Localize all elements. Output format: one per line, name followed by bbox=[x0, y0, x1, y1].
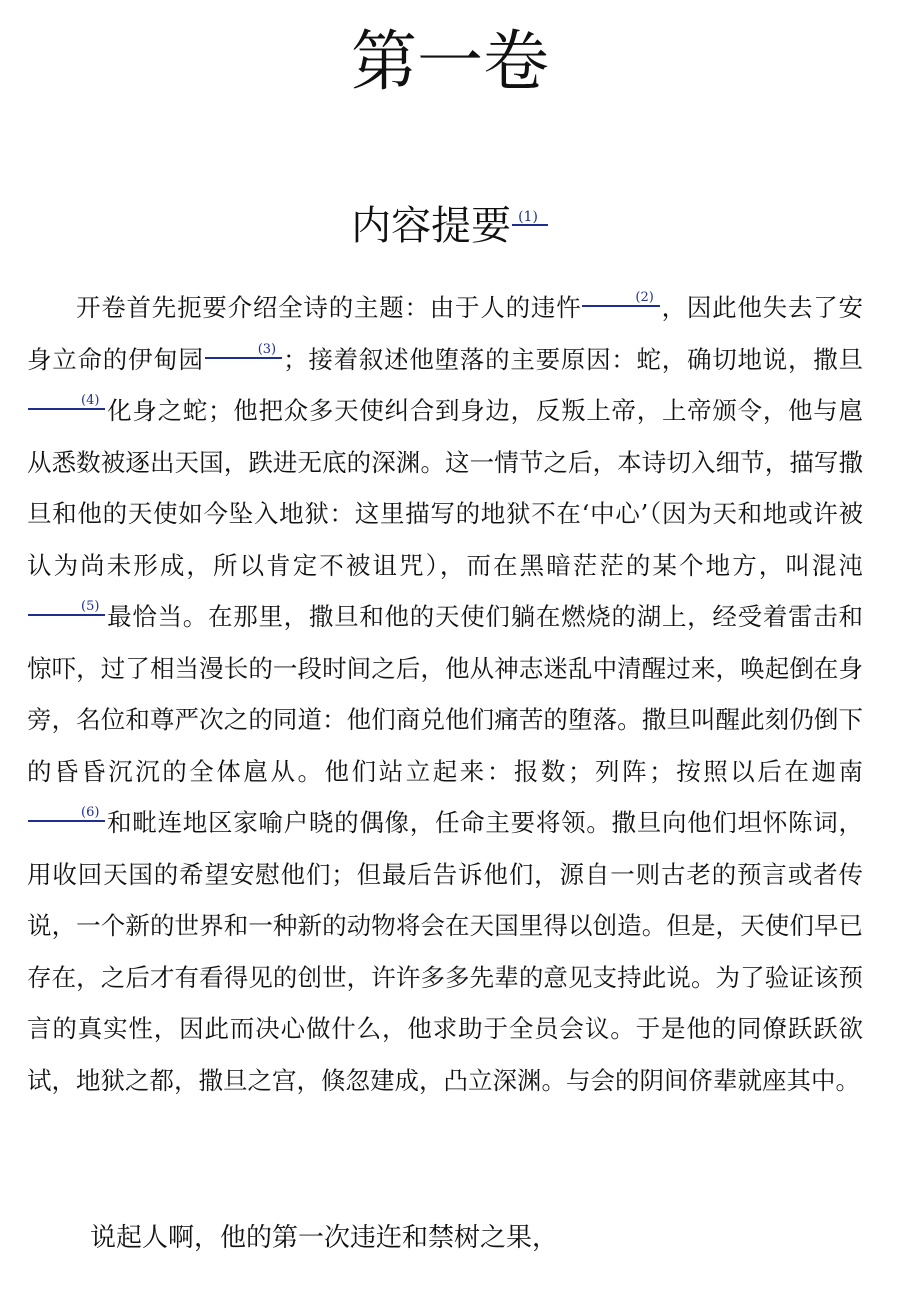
section-title bbox=[0, 198, 900, 254]
footnote-link-5[interactable]: (5) bbox=[28, 600, 105, 616]
poem-first-line: 说起人啊，他的第一次违迕和禁树之果， bbox=[90, 1223, 559, 1253]
footnote-link-4[interactable]: (4) bbox=[28, 394, 105, 410]
section-title-text: 内容提要 bbox=[351, 203, 512, 249]
footnote-link-3[interactable]: (3) bbox=[205, 343, 282, 359]
footnote-link-6[interactable]: (6) bbox=[28, 806, 105, 822]
footnote-link-2[interactable]: (2) bbox=[582, 291, 659, 307]
summary-text-5: 最恰当。在那里，撒旦和他的天使们躺在燃烧的湖上，经受着雷击和惊吓，过了相当漫长的一段时间之后，他从神志迷乱中清醒过来，唤起倒在身旁，名位和尊严次之的同道：他们商兑他们痛苦的堕落。撒旦叫醒此刻仍倒下的昏昏沉沉的全体扈从。他们站立起来：报数；列阵；按照以后在迦南 bbox=[27, 602, 863, 786]
summary-text-6: 和毗连地区家喻户晓的偶像，任命主要将领。撒旦向他们坦怀陈词，用收回天国的希望安慰他们；但最后告诉他们，源自一则古老的预言或者传说，一个新的世界和一种新的动物将会在天国里得以创造。但是，天使们早已存在，之后才有看得见的创世，许许多多先辈的意见支持此说。为了验证该预言的真实性，因此而决心做什么，他求助于全员会议。于是他的同僚跃跃欲试，地狱之都，撒旦之宫，倏忽建成，凸立深渊。与会的阴间侪辈就座其中。 bbox=[27, 808, 863, 1095]
volume-title bbox=[0, 22, 900, 102]
footnote-link-1[interactable]: (1) bbox=[512, 210, 548, 226]
volume-title-text: 第一卷 bbox=[351, 23, 549, 100]
summary-paragraph bbox=[27, 282, 863, 1106]
summary-text-4: 化身之蛇；他把众多天使纠合到身边，反叛上帝，上帝颁令，他与扈从悉数被逐出天国，跌进无底的深渊。这一情节之后，本诗切入细节，描写撒旦和他的天使如今坠入地狱：这里描写的地狱不在‘中心’（因为天和地或许被认为尚未形成，所以肯定不被诅咒），而在黑暗茫茫的某个地方，叫混沌 bbox=[27, 396, 863, 580]
summary-text-2: ，因此他失去了安身立命的伊甸园 bbox=[27, 293, 864, 374]
summary-text-3: ；接着叙述他堕落的主要原因：蛇，确切地说，撒旦 bbox=[283, 344, 864, 374]
summary-text-1: 开卷首先扼要介绍全诗的主题：由于人的违忤 bbox=[76, 293, 582, 322]
